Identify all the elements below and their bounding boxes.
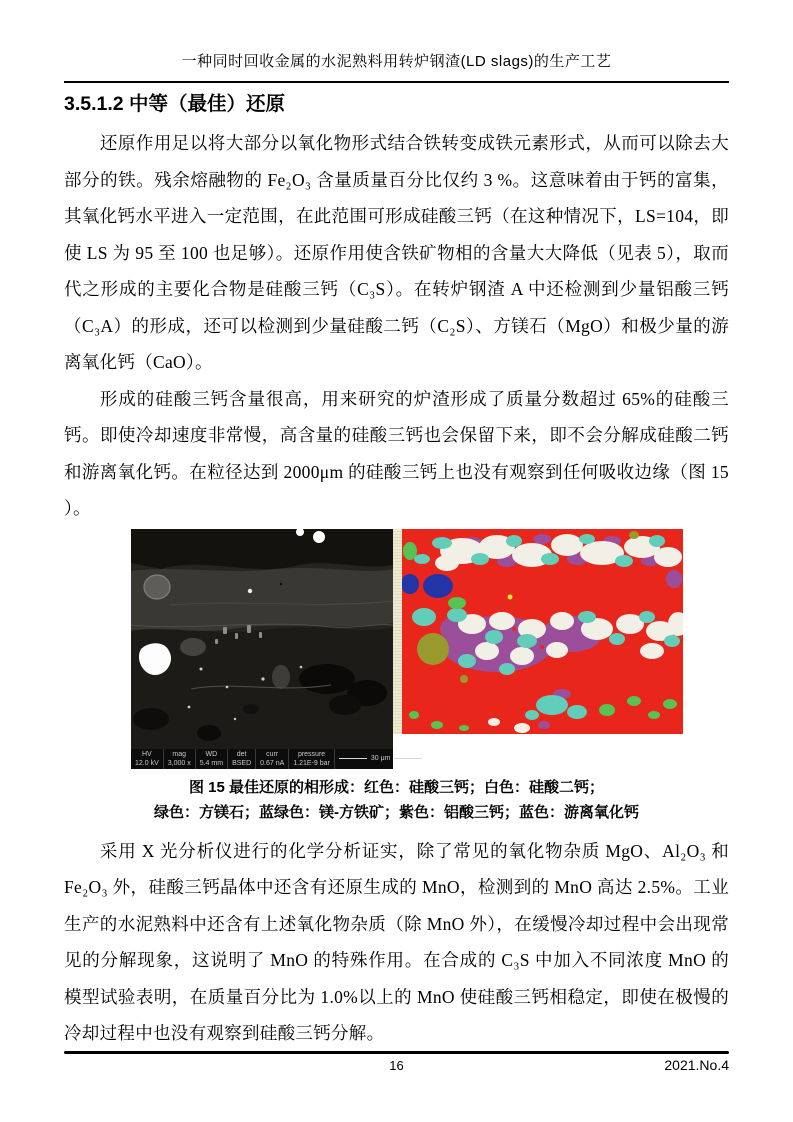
sem-det-value: BSED (232, 759, 252, 767)
paragraph-3: 采用 X 光分析仪进行的化学分析证实，除了常见的氧化物杂质 MgO、Al₂O₃ 和 Fe₂O₃ 外，硅酸三钙晶体中还含有还原生成的 MnO，检测到的 MnO 高达 2.5%。工业生产的水泥熟料中还含有上述氧化物杂质（除 MnO 外），在缓慢冷却过程中会出现常见的分解现象，这说明了 MnO 的特殊作用。在合成的 C₃S 中加入不同浓度 MnO 的模型试验表明，在质量百分比为 1.0%以上的 MnO 使硅酸三钙相稳定，即使在极慢的冷却过程中也没有观察到硅酸三钙分解。 (64, 840, 729, 1043)
sem-mag-label: mag (172, 750, 187, 758)
sem-pressure-value: 1.21E-9 bar (293, 759, 330, 767)
figure-caption-line-2: 绿色：方镁石；蓝绿色：镁-方铁矿；紫色：铝酸三钙；蓝色：游离氧化钙 (154, 803, 639, 821)
figure-caption (64, 775, 729, 825)
paragraph-2: 形成的硅酸三钙含量很高，用来研究的炉渣形成了质量分数超过 65%的硅酸三钙。即使冷却速度非常慢，高含量的硅酸三钙也会保留下来，即不会分解成硅酸二钙和游离氧化钙。在粒径达到 2000μm 的硅酸三钙上也没有观察到任何吸收边缘（图 15 ）。 (64, 388, 729, 518)
sem-col-det (228, 749, 256, 769)
sem-det-label: det (236, 750, 247, 758)
figure-15 (131, 529, 729, 769)
section-heading: 3.5.1.2 中等（最佳）还原 (64, 93, 286, 115)
sem-col-curr (256, 749, 289, 769)
sem-metadata-bar (131, 749, 393, 769)
figure-caption-line-1: 图 15 最佳还原的相形成：红色：硅酸三钙；白色：硅酸二钙； (188, 778, 605, 796)
sem-image (131, 529, 393, 769)
page-number: 16 (389, 1058, 404, 1073)
sem-col-mag (164, 749, 196, 769)
scale-line-right (394, 758, 422, 759)
sem-curr-label: curr (266, 750, 279, 758)
sem-curr-value: 0.67 nA (260, 759, 285, 767)
sem-wd-value: 5.4 mm (199, 759, 224, 767)
footer-rule (64, 1051, 729, 1054)
scale-line-left (339, 758, 367, 759)
phase-map-image (402, 529, 683, 734)
header-running-title: 一种同时回收金属的水泥熟料用转炉钢渣(LD slags)的生产工艺 (181, 53, 612, 70)
sem-hv-value: 12.0 kV (135, 759, 159, 767)
phase-map-art (402, 529, 683, 734)
sem-col-hv (131, 749, 164, 769)
sem-wd-label: WD (205, 750, 218, 758)
header-rule (64, 81, 729, 83)
scan-edge-strip (393, 529, 402, 734)
sem-pressure-label: pressure (297, 750, 326, 758)
sem-image-art (131, 529, 393, 749)
paragraph-1: 还原作用足以将大部分以氧化物形式结合铁转变成铁元素形式，从而可以除去大部分的铁。残余熔融物的 Fe₂O₃ 含量质量百分比仅约 3 %。这意味着由于钙的富集，其氧化钙水平进入一定范围，在此范围可形成硅酸三钙（在这种情况下，LS=104，即使 LS 为 95 至 100 也足够）。还原作用使含铁矿物相的含量大大降低（见表 5），取而代之形成的主要化合物是硅酸三钙（C₃S）。在转炉钢渣 A 中还检测到少量铝酸三钙（C₃A）的形成，还可以检测到少量硅酸二钙（C₂S）、方镁石（MgO）和极少量的游离氧化钙（CaO）。 (64, 133, 729, 372)
sem-hv-label: HV (142, 750, 152, 758)
sem-mag-value: 3,000 x (167, 759, 191, 767)
sem-scale-bar (335, 749, 427, 769)
journal-issue: 2021.No.4 (664, 1057, 729, 1073)
scale-label: 30 μm (370, 755, 391, 762)
sem-col-wd (196, 749, 228, 769)
sem-col-pressure (289, 749, 335, 769)
